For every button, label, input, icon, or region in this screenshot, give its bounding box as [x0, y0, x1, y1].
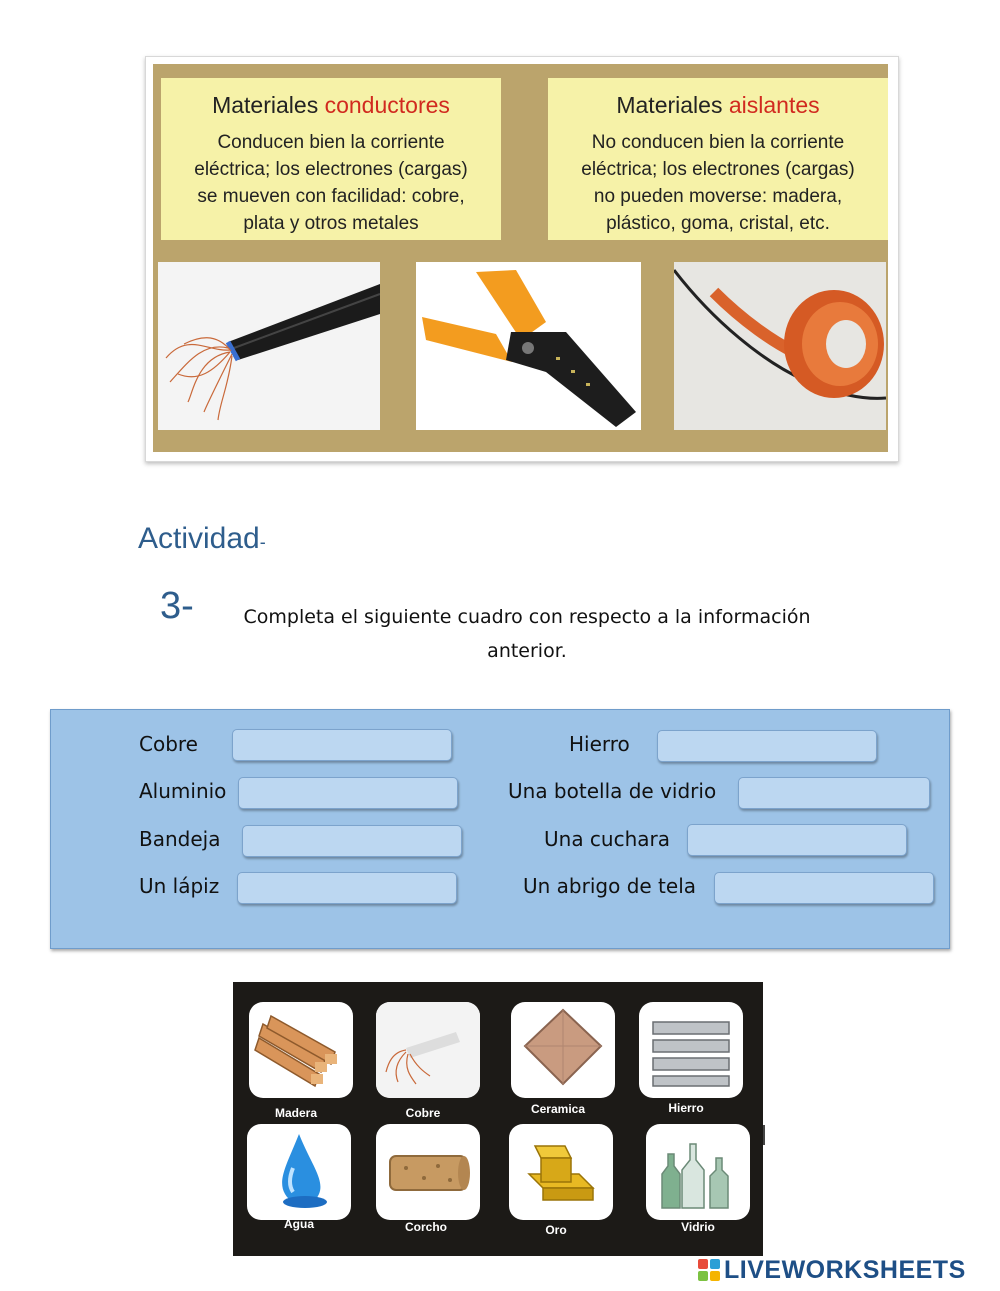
tile-label-vidrio: Vidrio	[681, 1220, 715, 1234]
copper-wire-icon	[376, 1002, 480, 1098]
cable-icon	[158, 262, 380, 430]
insulating-tape-photo	[674, 262, 886, 430]
materials-grid-image	[233, 982, 763, 1256]
answer-input-botella-vidrio[interactable]	[738, 777, 930, 809]
tape-roll-icon	[674, 262, 886, 430]
label-un-lapiz: Un lápiz	[139, 874, 220, 898]
liveworksheets-logo-icon	[698, 1259, 720, 1281]
label-botella-vidrio: Una botella de vidrio	[508, 779, 717, 803]
answer-panel	[50, 709, 950, 949]
infographic-frame	[153, 64, 888, 452]
answer-input-hierro[interactable]	[657, 730, 877, 762]
stripped-cable-photo	[158, 262, 380, 430]
tile-label-oro: Oro	[545, 1223, 567, 1237]
iron-rack-icon	[639, 1002, 743, 1098]
label-abrigo-tela: Un abrigo de tela	[523, 874, 697, 898]
wood-planks-icon	[249, 1002, 353, 1098]
question-instruction: Completa el siguiente cuadro con respecto a la información anterior.	[243, 606, 811, 662]
question-number: 3-	[160, 585, 194, 627]
conductors-insulators-infographic	[145, 56, 899, 462]
liveworksheets-watermark	[698, 1255, 966, 1285]
answer-input-cobre[interactable]	[232, 729, 452, 761]
tile-label-ceramica: Ceramica	[530, 1102, 586, 1116]
conductores-box	[161, 78, 501, 240]
aislantes-title: Materiales aislantes	[616, 92, 820, 118]
tile-label-corcho: Corcho	[405, 1220, 447, 1234]
answer-input-abrigo-tela[interactable]	[714, 872, 934, 904]
answer-input-aluminio[interactable]	[238, 777, 458, 809]
tile-label-madera: Madera	[274, 1106, 318, 1120]
answer-input-bandeja[interactable]	[242, 825, 462, 857]
tile-label-hierro: Hierro	[668, 1101, 704, 1115]
conductores-description: Conducen bien la corriente eléctrica; los electrones (cargas) se mueven con facilidad: cobre, plata y otros metales	[194, 132, 468, 234]
label-hierro: Hierro	[569, 732, 630, 756]
aislantes-description: No conducen bien la corriente eléctrica; los electrones (cargas) no pueden moverse: madera, plástico, goma, cristal, etc.	[581, 132, 855, 234]
wire-stripper-photo	[416, 262, 641, 430]
aislantes-box	[548, 78, 888, 240]
answer-input-una-cuchara[interactable]	[687, 824, 907, 856]
water-drop-icon	[247, 1124, 351, 1220]
tile-label-agua: Agua	[284, 1217, 314, 1231]
label-aluminio: Aluminio	[139, 779, 227, 803]
label-una-cuchara: Una cuchara	[544, 827, 671, 851]
activity-title: Actividad-	[138, 522, 266, 555]
watermark-text: LIVEWORKSHEETS	[724, 1255, 966, 1284]
tile-label-cobre: Cobre	[405, 1106, 441, 1120]
gold-bars-icon	[509, 1124, 613, 1220]
conductores-title: Materiales conductores	[212, 92, 450, 118]
divider-mark	[763, 1125, 765, 1145]
pliers-icon	[416, 262, 641, 430]
glass-bottles-icon	[646, 1124, 750, 1220]
cork-icon	[376, 1124, 480, 1220]
label-cobre: Cobre	[139, 732, 198, 756]
label-bandeja: Bandeja	[139, 827, 221, 851]
ceramic-tile-icon	[511, 1002, 615, 1098]
answer-input-un-lapiz[interactable]	[237, 872, 457, 904]
